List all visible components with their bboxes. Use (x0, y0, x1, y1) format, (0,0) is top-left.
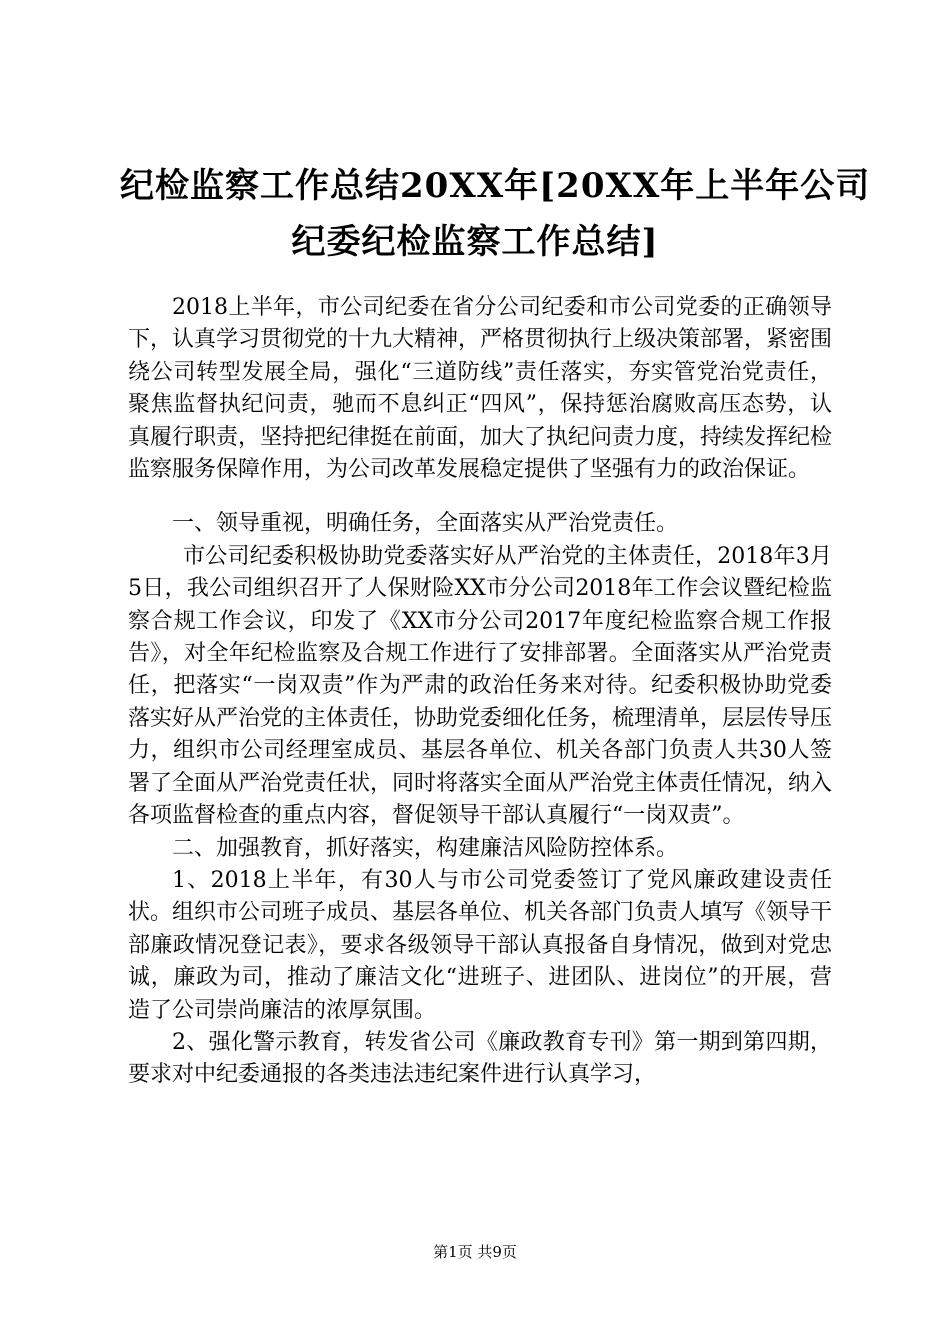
paragraph-intro: 2018上半年，市公司纪委在省分公司纪委和市公司党委的正确领导下，认真学习贯彻党的十九大精神，严格贯彻执行上级决策部署，紧密围绕公司转型发展全局，强化“三道防线”责任落实，夯实管党治党责任，聚焦监督执纪问责，驰而不息纠正“四风”，保持惩治腐败高压态势，认真履行职责，坚持把纪律挺在前面，加大了执纪问责力度，持续发挥纪检监察服务保障作用，为公司改革发展稳定提供了坚强有力的政治保证。 (128, 295, 833, 483)
paragraph-item-2: 2、强化警示教育，转发省公司《廉政教育专刊》第一期到第四期，要求对中纪委通报的各类违法违纪案件进行认真学习， (128, 1029, 832, 1088)
paragraph-section-1: 市公司纪委积极协助党委落实好从严治党的主体责任，2018年3月5日，我公司组织召开了人保财险XX市分公司2018年工作会议暨纪检监察合规工作会议，印发了《XX市分公司2017年度纪检监察合规工作报告》，对全年纪检监察及合规工作进行了安排部署。全面落实从严治党责任，把落实“一岗双责”作为严肃的政治任务来对待。纪委积极协助党委落实好从严治党的主体责任，协助党委细化任务，梳理清单，层层传导压力，组织市公司经理室成员、基层各单位、机关各部门负责人共30人签署了全面从严治党责任状，同时将落实全面从严治党主体责任情况，纳入各项监督检查的重点内容，督促领导干部认真履行“一岗双责”。 (128, 543, 833, 829)
document-title-line-2: 纪委纪检监察工作总结] (291, 222, 659, 262)
section-heading-2: 二、加强教育，抓好落实，构建廉洁风险防控体系。 (172, 835, 679, 861)
document-title-line-1: 纪检监察工作总结20XX年[20XX年上半年公司 (120, 166, 871, 206)
paragraph-item-1: 1、2018上半年，有30人与市公司党委签订了党风廉政建设责任状。组织市公司班子成员、基层各单位、机关各部门负责人填写《领导干部廉政情况登记表》，要求各级领导干部认真报备自身情况，做到对党忠诚，廉政为司，推动了廉洁文化“进班子、进团队、进岗位”的开展，营造了公司崇尚廉洁的浓厚氛围。 (128, 867, 833, 1023)
section-heading-1: 一、领导重视，明确任务，全面落实从严治党责任。 (172, 511, 679, 537)
document-body (128, 292, 832, 1092)
page-number-footer: 第1页 共9页 (433, 1243, 517, 1261)
